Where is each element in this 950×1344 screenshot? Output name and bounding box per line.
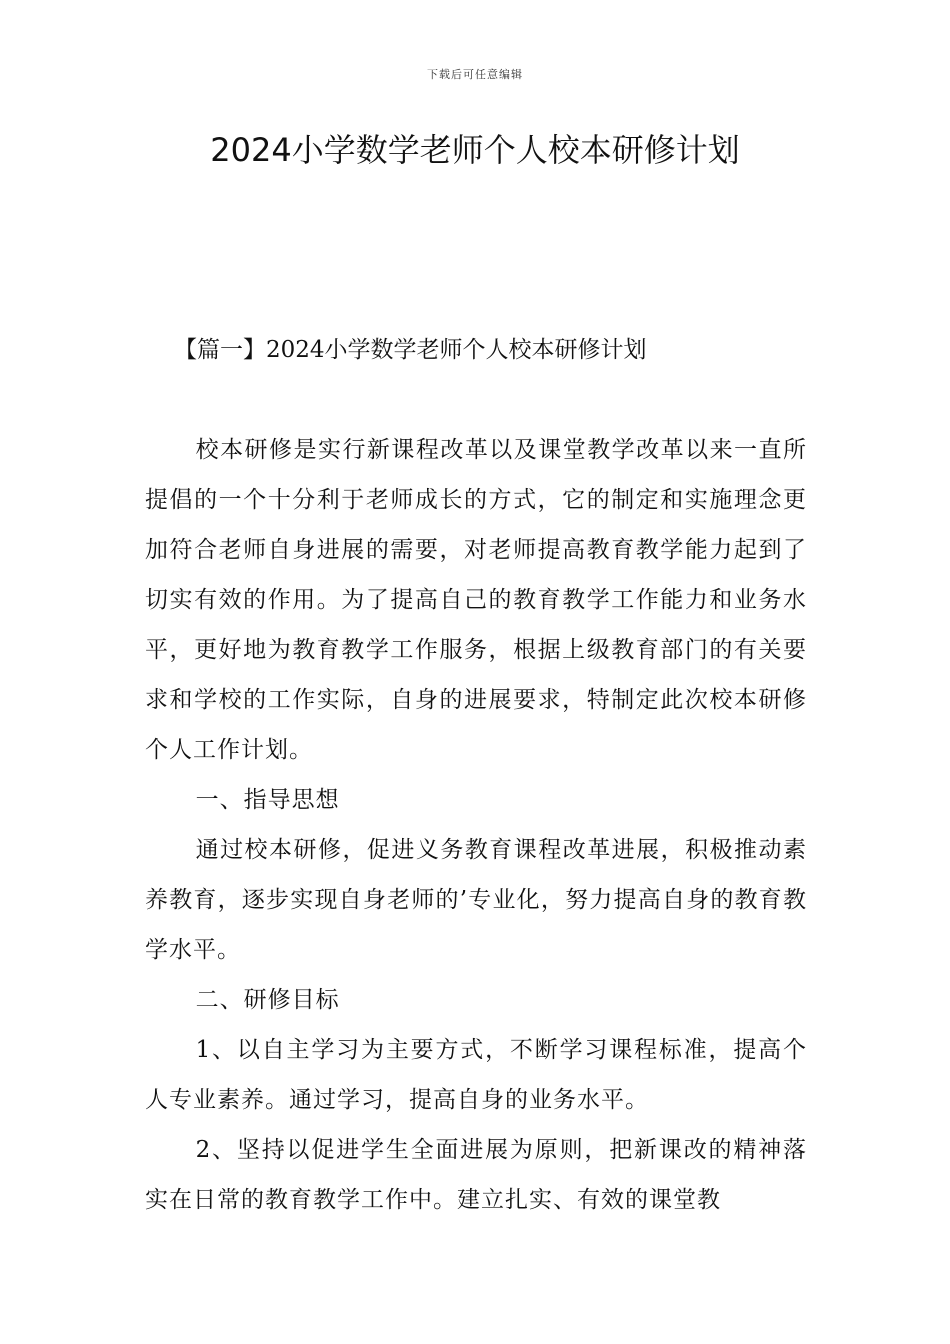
goal-item-2: 2、坚持以促进学生全面进展为原则，把新课改的精神落实在日常的教育教学工作中。建立扎实、有效的课堂教 <box>145 1137 807 1213</box>
page-header-note: 下载后可任意编辑 <box>427 68 523 81</box>
goal-item-1: 1、以自主学习为主要方式，不断学习课程标准，提高个人专业素养。通过学习，提高自身的业务水平。 <box>145 1037 807 1113</box>
document-body <box>145 425 807 1225</box>
document-title: 2024小学数学老师个人校本研修计划 <box>210 131 740 169</box>
section-heading: 【篇一】2024小学数学老师个人校本研修计划 <box>174 337 647 363</box>
guiding-principle-paragraph: 通过校本研修，促进义务教育课程改革进展，积极推动素养教育，逐步实现自身老师的’专业化，努力提高自身的教育教学水平。 <box>145 837 807 963</box>
heading-guiding-principle: 一、指导思想 <box>195 787 340 813</box>
intro-paragraph: 校本研修是实行新课程改革以及课堂教学改革以来一直所提倡的一个十分利于老师成长的方式，它的制定和实施理念更加符合老师自身进展的需要，对老师提高教育教学能力起到了切实有效的作用。为了提高自己的教育教学工作能力和业务水平，更好地为教育教学工作服务，根据上级教育部门的有关要求和学校的工作实际，自身的进展要求，特制定此次校本研修个人工作计划。 <box>145 437 807 763</box>
heading-study-goals: 二、研修目标 <box>195 987 340 1013</box>
